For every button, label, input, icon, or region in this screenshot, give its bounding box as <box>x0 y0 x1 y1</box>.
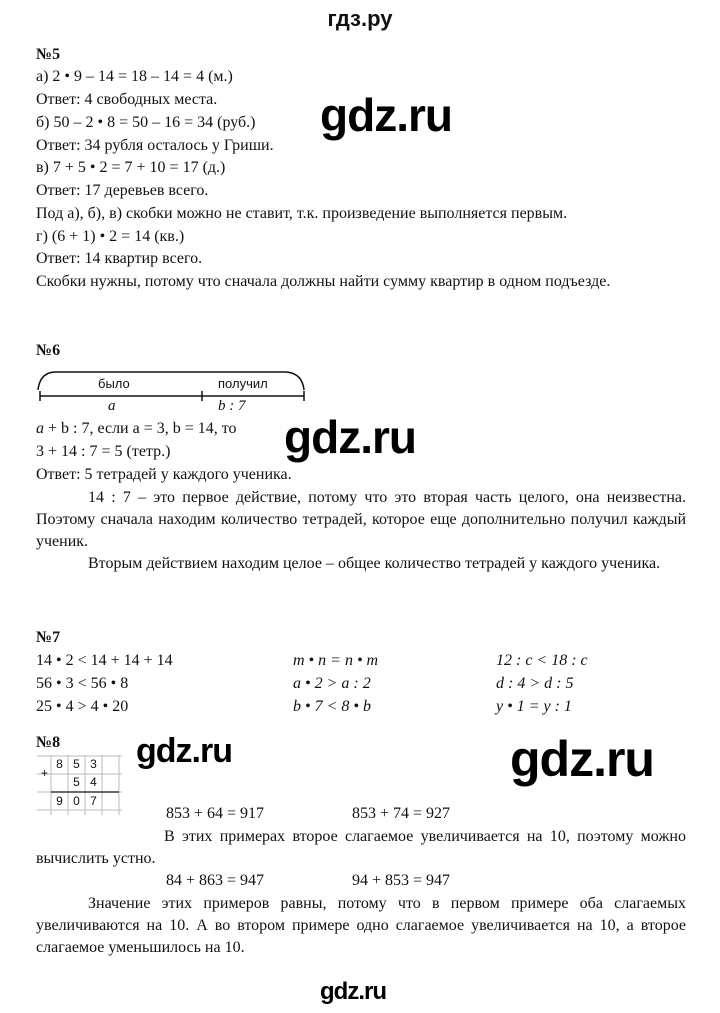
watermark-logo: gdz.ru <box>284 411 416 463</box>
task7-cell: m • n = n • m <box>293 652 379 669</box>
task8-equation: 853 + 64 = 917 <box>166 805 265 822</box>
grid-digit: 5 <box>73 775 80 789</box>
task7-cell: y • 1 = y : 1 <box>496 698 572 715</box>
grid-digit: 7 <box>90 794 97 808</box>
watermark-logo: gdz.ru <box>320 978 386 1005</box>
task8-equation: 84 + 863 = 947 <box>166 872 265 889</box>
task6-paragraph: 14 : 7 – это первое действие, потому что это вторая часть целого, она неизвестна. Поэтому сначала находим количество тетрадей, которое еще дополнительно получил каждый ученик. <box>36 489 686 550</box>
watermark-logo: gdz.ru <box>320 89 452 141</box>
task7-cell: a • 2 > a : 2 <box>293 675 371 692</box>
segment-diagram <box>36 368 306 420</box>
site-header: гдз.ру <box>327 6 393 31</box>
task5-line: Ответ: 17 деревьев всего. <box>36 182 209 199</box>
task7-cell: 14 • 2 < 14 + 14 + 14 <box>36 652 173 669</box>
task7-title: №7 <box>36 629 61 646</box>
task5-line: г) (6 + 1) • 2 = 14 (кв.) <box>36 228 185 245</box>
task6-title: №6 <box>36 342 61 359</box>
column-addition-grid <box>37 755 122 815</box>
task5-line: а) 2 • 9 – 14 = 18 – 14 = 4 (м.) <box>36 68 233 85</box>
grid-plus-sign: + <box>40 766 48 780</box>
diagram-label-received: получил <box>218 376 268 391</box>
grid-digit: 4 <box>90 775 97 789</box>
task8-equation: 94 + 853 = 947 <box>352 872 451 889</box>
task8-title: №8 <box>36 734 61 751</box>
task5-note: Скобки нужны, потому что сначала должны найти сумму квартир в одном подъезде. <box>36 273 611 290</box>
task8-equation: 853 + 74 = 927 <box>352 805 451 822</box>
expr-var-a: a <box>36 420 44 437</box>
task6-answer: Ответ: 5 тетрадей у каждого ученика. <box>36 466 292 483</box>
task5-line: Ответ: 4 свободных места. <box>36 91 218 108</box>
diagram-label-had: было <box>98 376 130 391</box>
task8-paragraph: В этих примерах второе слагаемое увеличивается на 10, поэтому можно вычислить устно. <box>36 828 686 867</box>
task5-line: б) 50 – 2 • 8 = 50 – 16 = 34 (руб.) <box>36 114 256 131</box>
task5-line: Ответ: 34 рубля осталось у Гриши. <box>36 137 274 154</box>
task5-line: Ответ: 14 квартир всего. <box>36 250 203 267</box>
watermark-logo: gdz.ru <box>510 731 654 787</box>
task7-cell: d : 4 > d : 5 <box>496 675 574 692</box>
task7-cell: 56 • 3 < 56 • 8 <box>36 675 129 692</box>
task6-paragraph: Вторым действием находим целое – общее количество тетрадей у каждого ученика. <box>88 555 661 572</box>
diagram-var-a: a <box>108 398 116 414</box>
task5-line: в) 7 + 5 • 2 = 7 + 10 = 17 (д.) <box>36 159 226 176</box>
task8-paragraph: Значение этих примеров равны, потому что в первом примере оба слагаемых увеличиваются на 10. А во втором примере одно слагаемое увеличивается на 10, а второе слагаемое уменьшилось на 10. <box>36 895 686 956</box>
grid-digit: 0 <box>73 794 80 808</box>
task5-line: Под а), б), в) скобки можно не ставит, т.к. произведение выполняется первым. <box>36 205 568 222</box>
watermark-logo: gdz.ru <box>136 732 232 770</box>
expr-tail: + b : 7, если a = 3, b = 14, то <box>44 420 237 437</box>
task7-cell: 25 • 4 > 4 • 20 <box>36 698 129 715</box>
task6-expression <box>36 418 237 440</box>
diagram-var-b7: b : 7 <box>218 398 246 414</box>
task5-title: №5 <box>36 46 61 63</box>
grid-digit: 3 <box>90 757 97 771</box>
grid-digit: 5 <box>73 757 80 771</box>
task7-cell: 12 : c < 18 : c <box>496 652 588 669</box>
task6-calc: 3 + 14 : 7 = 5 (тетр.) <box>36 443 171 460</box>
task7-cell: b • 7 < 8 • b <box>293 698 371 715</box>
grid-digit: 9 <box>56 794 63 808</box>
grid-digit: 8 <box>56 757 63 771</box>
